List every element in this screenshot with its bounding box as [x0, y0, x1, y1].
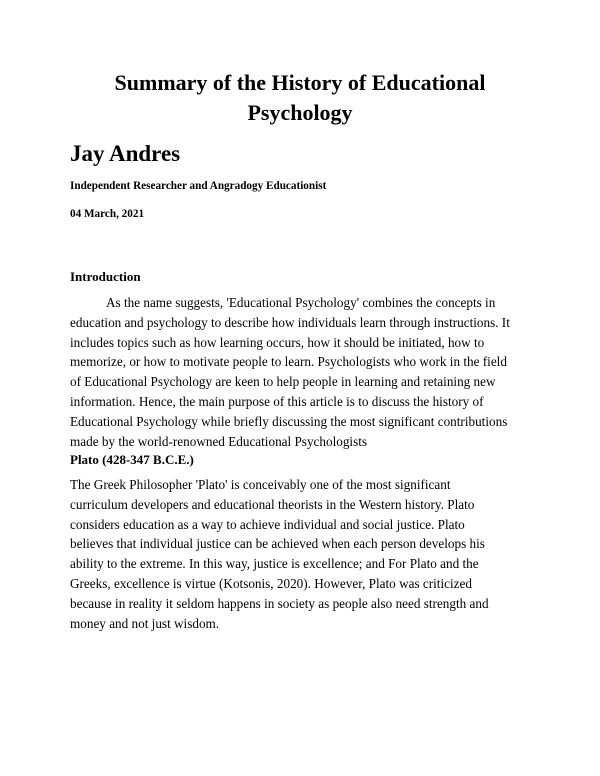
introduction-paragraph — [70, 293, 540, 451]
paragraph-line: information. Hence, the main purpose of this article is to discuss the history of — [70, 393, 484, 409]
paragraph-line: memorize, or how to motivate people to learn. Psychologists who work in the field — [70, 354, 507, 370]
author-affiliation: Independent Researcher and Angradogy Educationist — [70, 180, 327, 192]
paragraph-line: believes that individual justice can be achieved when each person develops his — [70, 536, 485, 552]
author-name: Jay Andres — [70, 141, 181, 166]
paragraph-line: money and not just wisdom. — [70, 615, 220, 631]
paper-title — [80, 68, 520, 128]
publication-date: 04 March, 2021 — [70, 208, 145, 220]
paragraph-line: education and psychology to describe how individuals learn through instructions. It — [70, 314, 510, 330]
title-line: Psychology — [247, 100, 353, 125]
title-line: Summary of the History of Educational — [114, 70, 486, 95]
paragraph-line: The Greek Philosopher 'Plato' is conceivably one of the most significant — [70, 477, 451, 492]
paragraph-line: made by the world-renowned Educational Psychologists — [70, 433, 368, 449]
paragraph-line: ability to the extreme. In this way, justice is excellence; and For Plato and the — [70, 556, 479, 572]
paragraph-line: Greeks, excellence is virtue (Kotsonis, 2020). However, Plato was criticized — [70, 575, 472, 591]
paragraph-line: considers education as a way to achieve individual and social justice. Plato — [70, 516, 465, 532]
paragraph-line: of Educational Psychology are keen to help people in learning and retaining new — [70, 374, 496, 390]
paragraph-line: includes topics such as how learning occurs, how it should be initiated, how to — [70, 334, 485, 350]
plato-paragraph — [70, 475, 540, 633]
paragraph-line: Educational Psychology while briefly discussing the most significant contributions — [70, 413, 508, 429]
paragraph-line: curriculum developers and educational theorists in the Western history. Plato — [70, 496, 475, 512]
section-heading-plato: Plato (428-347 B.C.E.) — [70, 452, 194, 467]
paragraph-line: As the name suggests, 'Educational Psychology' combines the concepts in — [106, 295, 496, 310]
section-heading-introduction: Introduction — [70, 269, 141, 284]
paragraph-line: because in reality it seldom happens in society as people also need strength and — [70, 595, 489, 611]
